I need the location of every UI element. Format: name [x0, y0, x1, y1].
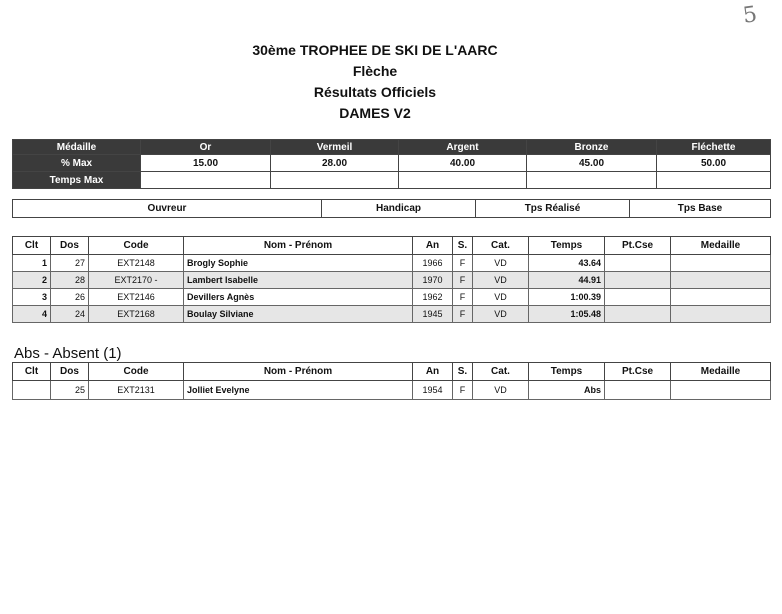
- medal-flechette-header: Fléchette: [657, 140, 771, 155]
- row-medaille: [671, 289, 771, 306]
- col-clt: Clt: [13, 363, 51, 381]
- temps-max-or: [141, 172, 271, 189]
- row-dos: 28: [51, 272, 89, 289]
- results-table: [12, 236, 771, 323]
- col-dos: Dos: [51, 363, 89, 381]
- row-dos: 26: [51, 289, 89, 306]
- row-ptcse: [605, 306, 671, 323]
- col-temps: Temps: [529, 237, 605, 255]
- col-medaille: Medaille: [671, 363, 771, 381]
- row-ptcse: [605, 255, 671, 272]
- col-ptcse: Pt.Cse: [605, 237, 671, 255]
- tps-base-cell: Tps Base: [630, 200, 771, 218]
- row-clt: 2: [13, 272, 51, 289]
- row-an: 1962: [413, 289, 453, 306]
- event-title: 30ème TROPHEE DE SKI DE L'AARC: [252, 42, 498, 58]
- row-sexe: F: [453, 306, 473, 323]
- col-cat: Cat.: [473, 237, 529, 255]
- row-nom: Boulay Silviane: [184, 306, 413, 323]
- medal-label: Médaille: [13, 140, 141, 155]
- document-header: [230, 40, 520, 124]
- medal-argent-header: Argent: [399, 140, 527, 155]
- absent-header-row: [13, 363, 771, 381]
- col-temps: Temps: [529, 363, 605, 381]
- table-row: [13, 306, 771, 323]
- results-status: Résultats Officiels: [313, 84, 437, 100]
- row-temps: 1:00.39: [529, 289, 605, 306]
- row-ptcse: [605, 381, 671, 400]
- row-an: 1970: [413, 272, 453, 289]
- row-sexe: F: [453, 289, 473, 306]
- pct-or: 15.00: [141, 155, 271, 172]
- temps-max-bronze: [527, 172, 657, 189]
- temps-max-argent: [399, 172, 527, 189]
- discipline-title: Flèche: [352, 63, 398, 79]
- pct-vermeil: 28.00: [271, 155, 399, 172]
- table-row: [13, 272, 771, 289]
- options-table: [12, 199, 771, 218]
- row-code: EXT2168: [89, 306, 184, 323]
- row-medaille: [671, 306, 771, 323]
- temps-max-vermeil: [271, 172, 399, 189]
- col-nom: Nom - Prénom: [184, 363, 413, 381]
- table-row: [13, 381, 771, 400]
- row-temps: 43.64: [529, 255, 605, 272]
- col-dos: Dos: [51, 237, 89, 255]
- row-cat: VD: [473, 272, 529, 289]
- row-dos: 24: [51, 306, 89, 323]
- row-clt: [13, 381, 51, 400]
- row-sexe: F: [453, 255, 473, 272]
- row-temps: 1:05.48: [529, 306, 605, 323]
- ouvreur-cell: Ouvreur: [13, 200, 322, 218]
- row-code: EXT2131: [89, 381, 184, 400]
- handicap-cell: Handicap: [322, 200, 476, 218]
- row-medaille: [671, 272, 771, 289]
- row-an: 1945: [413, 306, 453, 323]
- medal-bronze-header: Bronze: [527, 140, 657, 155]
- absent-table: [12, 362, 771, 400]
- temps-max-flechette: [657, 172, 771, 189]
- row-dos: 27: [51, 255, 89, 272]
- row-cat: VD: [473, 306, 529, 323]
- table-row: [13, 255, 771, 272]
- col-an: An: [413, 237, 453, 255]
- absent-section-title: Abs - Absent (1): [14, 345, 122, 362]
- row-medaille: [671, 381, 771, 400]
- row-ptcse: [605, 289, 671, 306]
- row-temps: Abs: [529, 381, 605, 400]
- col-sexe: S.: [453, 237, 473, 255]
- medal-vermeil-header: Vermeil: [271, 140, 399, 155]
- medal-table: [12, 139, 771, 189]
- pct-flechette: 50.00: [657, 155, 771, 172]
- pct-bronze: 45.00: [527, 155, 657, 172]
- row-nom: Brogly Sophie: [184, 255, 413, 272]
- col-code: Code: [89, 363, 184, 381]
- row-temps: 44.91: [529, 272, 605, 289]
- row-code: EXT2170 -: [89, 272, 184, 289]
- pct-argent: 40.00: [399, 155, 527, 172]
- row-clt: 3: [13, 289, 51, 306]
- col-cat: Cat.: [473, 363, 529, 381]
- col-an: An: [413, 363, 453, 381]
- temps-max-label: Temps Max: [13, 172, 141, 189]
- row-nom: Jolliet Evelyne: [184, 381, 413, 400]
- row-code: EXT2148: [89, 255, 184, 272]
- row-nom: Lambert Isabelle: [184, 272, 413, 289]
- col-sexe: S.: [453, 363, 473, 381]
- row-an: 1966: [413, 255, 453, 272]
- col-nom: Nom - Prénom: [184, 237, 413, 255]
- table-row: [13, 289, 771, 306]
- col-medaille: Medaille: [671, 237, 771, 255]
- row-an: 1954: [413, 381, 453, 400]
- row-ptcse: [605, 272, 671, 289]
- category-title: DAMES V2: [339, 105, 411, 121]
- row-medaille: [671, 255, 771, 272]
- row-clt: 1: [13, 255, 51, 272]
- pct-max-label: % Max: [13, 155, 141, 172]
- col-ptcse: Pt.Cse: [605, 363, 671, 381]
- tps-realise-cell: Tps Réalisé: [476, 200, 630, 218]
- col-code: Code: [89, 237, 184, 255]
- page-number-mark: 5: [741, 2, 759, 29]
- row-cat: VD: [473, 255, 529, 272]
- row-code: EXT2146: [89, 289, 184, 306]
- medal-or-header: Or: [141, 140, 271, 155]
- results-header-row: [13, 237, 771, 255]
- row-sexe: F: [453, 272, 473, 289]
- row-cat: VD: [473, 289, 529, 306]
- row-dos: 25: [51, 381, 89, 400]
- row-clt: 4: [13, 306, 51, 323]
- col-clt: Clt: [13, 237, 51, 255]
- row-nom: Devillers Agnès: [184, 289, 413, 306]
- row-sexe: F: [453, 381, 473, 400]
- row-cat: VD: [473, 381, 529, 400]
